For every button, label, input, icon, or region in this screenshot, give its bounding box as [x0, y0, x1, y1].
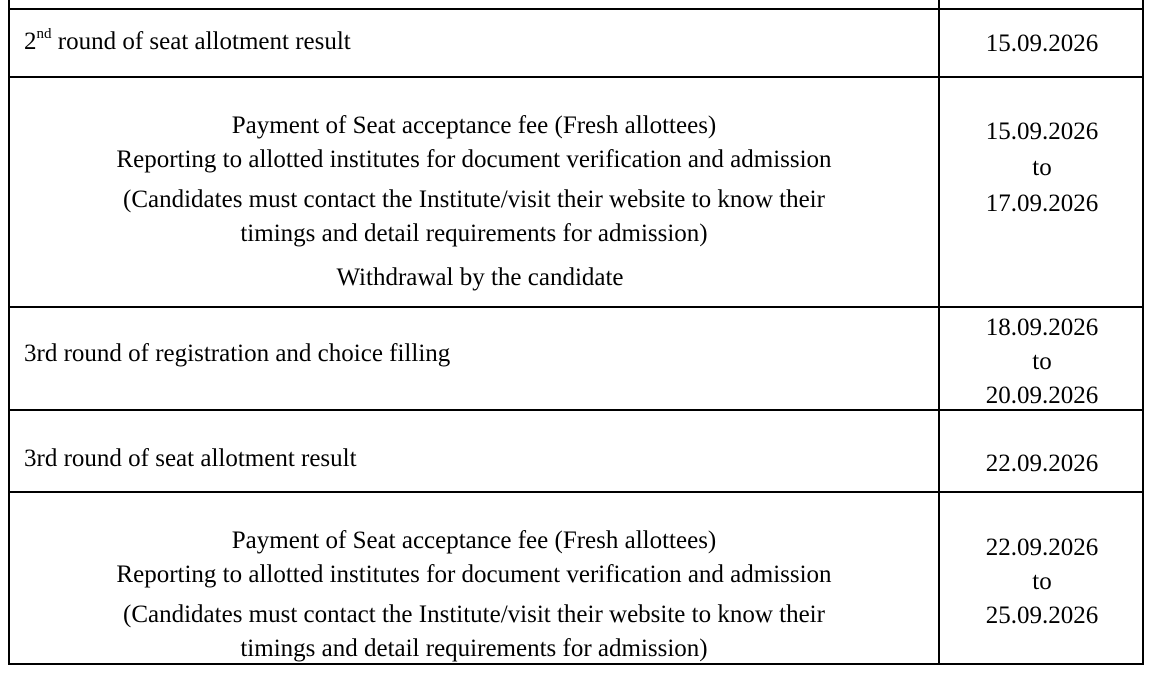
table-row-event: [10, 527, 938, 663]
table-row-date: [940, 450, 1144, 478]
table-row-event: [10, 112, 938, 292]
ordinal-suffix: nd: [36, 26, 52, 42]
table-row-event: [24, 26, 351, 55]
row-border: [8, 76, 1144, 78]
table-row-date: [940, 534, 1144, 630]
event-line: timings and detail requirements for admission): [240, 220, 708, 247]
table-row-date: [940, 30, 1144, 58]
event-text-suffix: round of seat allotment result: [51, 28, 351, 55]
date-to-word: to: [1032, 154, 1052, 181]
event-text: 3rd round of registration and choice filling: [24, 340, 451, 367]
table-row-date: [940, 118, 1144, 218]
event-line: timings and detail requirements for admission): [240, 635, 708, 662]
table-row-event: [24, 446, 357, 471]
event-line: (Candidates must contact the Institute/visit their website to know their: [123, 601, 825, 628]
event-line: Payment of Seat acceptance fee (Fresh allottees): [231, 527, 717, 554]
date-to: 20.09.2026: [985, 382, 1099, 409]
date-to: 17.09.2026: [985, 190, 1099, 217]
date-from: 22.09.2026: [985, 534, 1099, 561]
date-from: 15.09.2026: [985, 118, 1099, 145]
date-value: 22.09.2026: [985, 450, 1099, 477]
event-line: Reporting to allotted institutes for document verification and admission: [116, 561, 832, 588]
event-line: Reporting to allotted institutes for document verification and admission: [116, 146, 832, 173]
event-line: (Candidates must contact the Institute/visit their website to know their: [123, 186, 825, 213]
event-text: 3rd round of seat allotment result: [24, 445, 357, 472]
date-to-word: to: [1032, 568, 1052, 595]
row-border: [8, 306, 1144, 308]
date-from: 18.09.2026: [985, 314, 1099, 341]
row-border: [8, 8, 1144, 10]
event-text-prefix: 2: [24, 28, 37, 55]
date-value: 15.09.2026: [985, 30, 1099, 57]
table-row-event: [24, 341, 450, 366]
table-row-date: [940, 314, 1144, 410]
event-line: Payment of Seat acceptance fee (Fresh allottees): [231, 112, 717, 139]
event-line: Withdrawal by the candidate: [336, 264, 624, 291]
row-border: [8, 491, 1144, 493]
date-to-word: to: [1032, 348, 1052, 375]
date-to: 25.09.2026: [985, 602, 1099, 629]
row-border: [8, 663, 1144, 665]
